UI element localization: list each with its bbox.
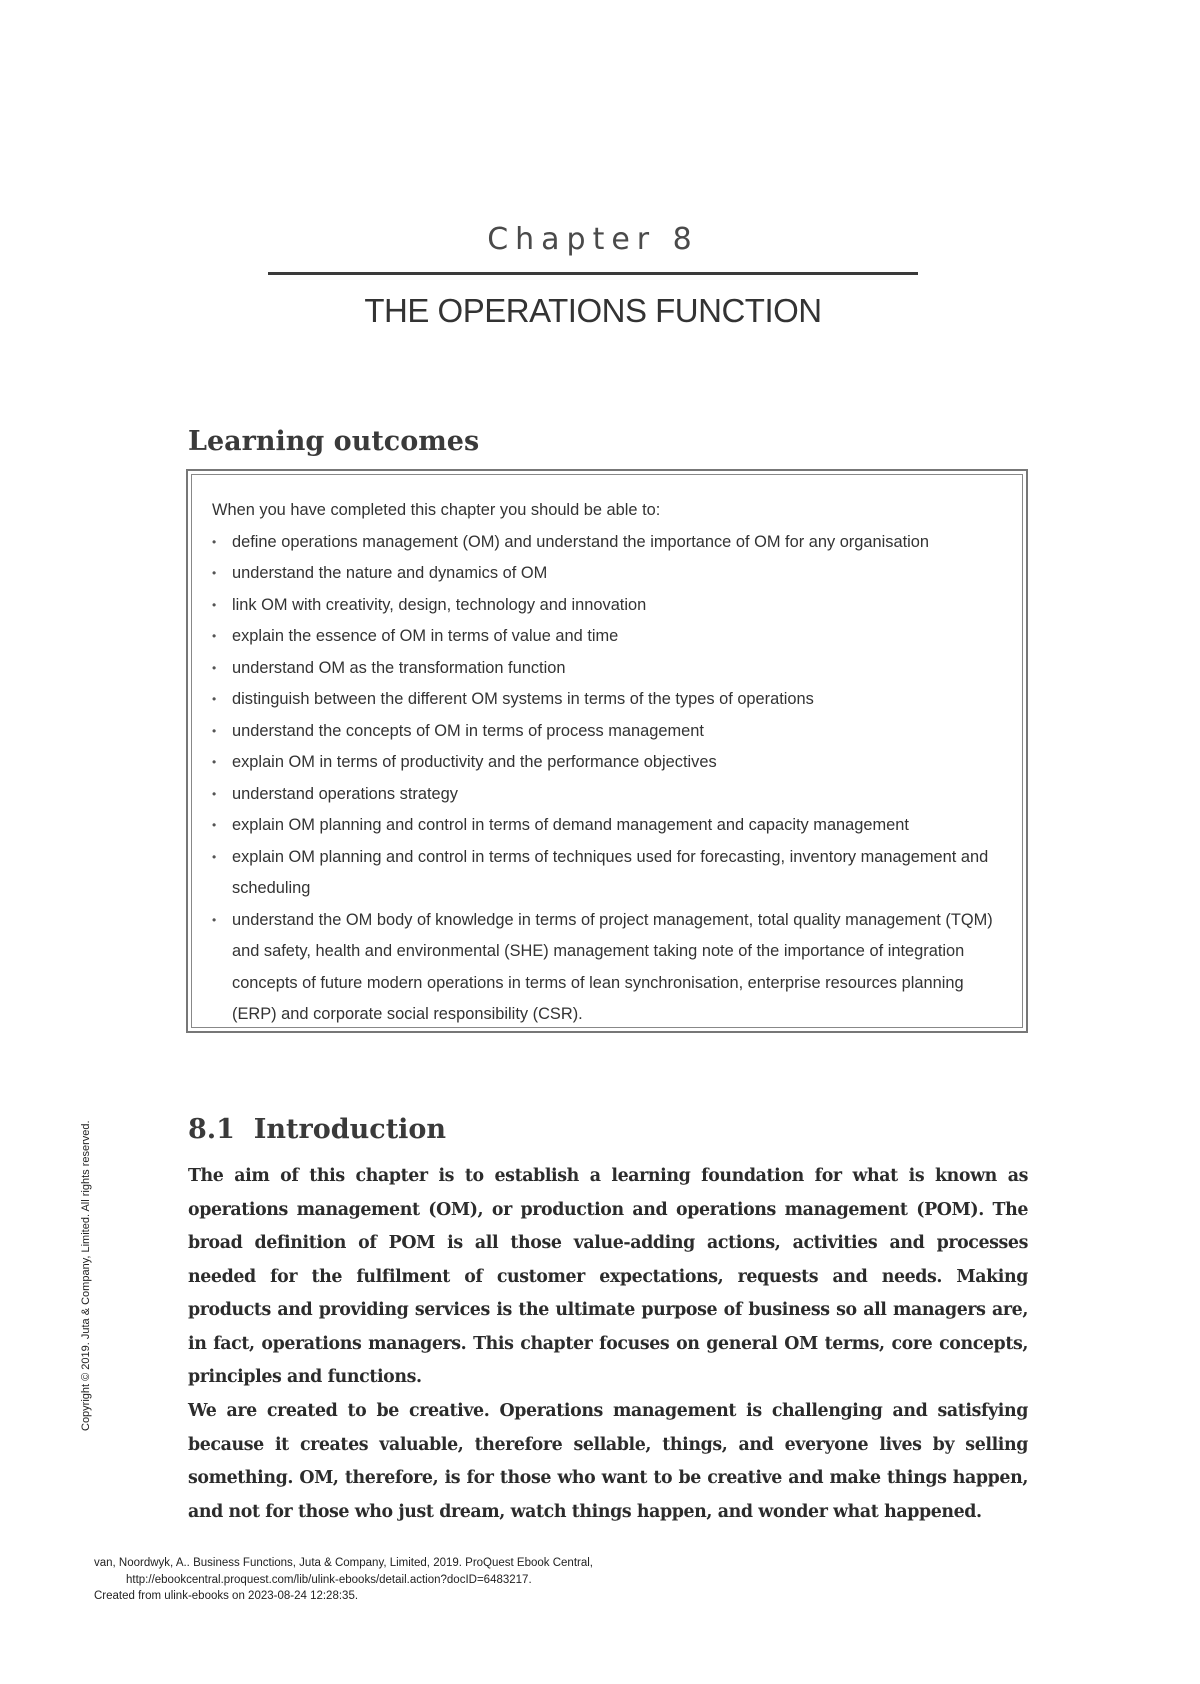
- list-item: [212, 747, 1002, 779]
- list-item: [212, 621, 1002, 653]
- list-item: [212, 716, 1002, 748]
- learning-outcomes-intro: When you have completed this chapter you should be able to:: [212, 501, 661, 519]
- list-item-text: explain OM in terms of productivity and the performance objectives: [232, 753, 717, 771]
- body-paragraph: The aim of this chapter is to establish a learning foundation for what is known as operations management (OM), or production and operations management (POM). The broad definition of POM is all those value-adding actions, activities and processes needed for the fulfilment of customer expectations, requests and needs. Making products and providing services is the ultimate purpose of business so all managers are, in fact, operations managers. This chapter focuses on general OM terms, core concepts, principles and functions.: [188, 1166, 1028, 1387]
- citation-line: van, Noordwyk, A.. Business Functions, Juta & Company, Limited, 2019. ProQuest Ebook Central,: [94, 1557, 594, 1569]
- list-item-text: understand OM as the transformation function: [232, 658, 566, 677]
- side-copyright-notice: Copyright © 2019. Juta & Company, Limited. All rights reserved.: [80, 1120, 92, 1431]
- list-item-text: understand the nature and dynamics of OM: [232, 564, 548, 582]
- list-item: [212, 527, 1002, 559]
- list-item: [212, 590, 1002, 622]
- list-item-text: understand the concepts of OM in terms of process management: [232, 721, 704, 740]
- bullet-dot-icon: •: [212, 534, 217, 549]
- list-item: [212, 905, 1002, 1031]
- bullet-dot-icon: •: [212, 660, 217, 675]
- chapter-title: THE OPERATIONS FUNCTION: [364, 292, 822, 329]
- bullet-dot-icon: •: [212, 755, 217, 769]
- bullet-dot-icon: •: [212, 566, 217, 580]
- list-item-text: understand operations strategy: [232, 784, 458, 803]
- list-item-text: explain OM planning and control in terms of demand management and capacity management: [232, 816, 909, 834]
- section-heading-introduction: 8.1 Introduction: [188, 1114, 447, 1145]
- bullet-dot-icon: •: [212, 597, 217, 612]
- bullet-dot-icon: •: [212, 818, 217, 832]
- citation-created: Created from ulink-ebooks on 2023-08-24 12:28:35.: [94, 1590, 359, 1602]
- body-paragraph: We are created to be creative. Operations management is challenging and satisfying because it creates valuable, therefore sellable, things, and everyone lives by selling something. OM, therefore, is for those who want to be creative and make things happen, and not for those who just dream, watch things happen, and wonder what happened.: [188, 1401, 1028, 1522]
- learning-outcomes-list: [212, 527, 1002, 1031]
- list-item-text: distinguish between the different OM systems in terms of the types of operations: [232, 690, 814, 708]
- bullet-dot-icon: •: [212, 692, 217, 706]
- list-item: [212, 779, 1002, 811]
- list-item: [212, 684, 1002, 716]
- learning-outcomes-heading: Learning outcomes: [188, 426, 480, 457]
- list-item-text: understand the OM body of knowledge in terms of project management, total quality management (TQM) and safety, health and environmental (SHE) management taking note of the importance of integration concepts of future modern operations in terms of lean synchronisation, enterprise resources planning (ERP) and corporate social responsibility (CSR).: [232, 910, 993, 1023]
- bullet-dot-icon: •: [212, 723, 217, 738]
- list-item: [212, 810, 1002, 842]
- citation-url: http://ebookcentral.proquest.com/lib/ulink-ebooks/detail.action?docID=6483217.: [126, 1573, 532, 1586]
- learning-outcomes-box: [186, 469, 1028, 1033]
- list-item: [212, 558, 1002, 590]
- chapter-divider: [268, 272, 918, 275]
- list-item-text: explain the essence of OM in terms of value and time: [232, 627, 619, 645]
- bullet-dot-icon: •: [212, 912, 217, 927]
- list-item: [212, 653, 1002, 685]
- chapter-label: Chapter 8: [487, 222, 699, 257]
- bullet-dot-icon: •: [212, 786, 217, 801]
- list-item-text: define operations management (OM) and understand the importance of OM for any organisation: [232, 532, 929, 551]
- citation-footer: [94, 1555, 593, 1605]
- list-item-text: explain OM planning and control in terms of techniques used for forecasting, inventory management and scheduling: [232, 847, 989, 897]
- list-item: [212, 842, 1002, 905]
- bullet-dot-icon: •: [212, 629, 217, 643]
- bullet-dot-icon: •: [212, 849, 217, 864]
- learning-outcomes-inner-frame: [191, 474, 1023, 1028]
- list-item-text: link OM with creativity, design, technology and innovation: [232, 595, 647, 614]
